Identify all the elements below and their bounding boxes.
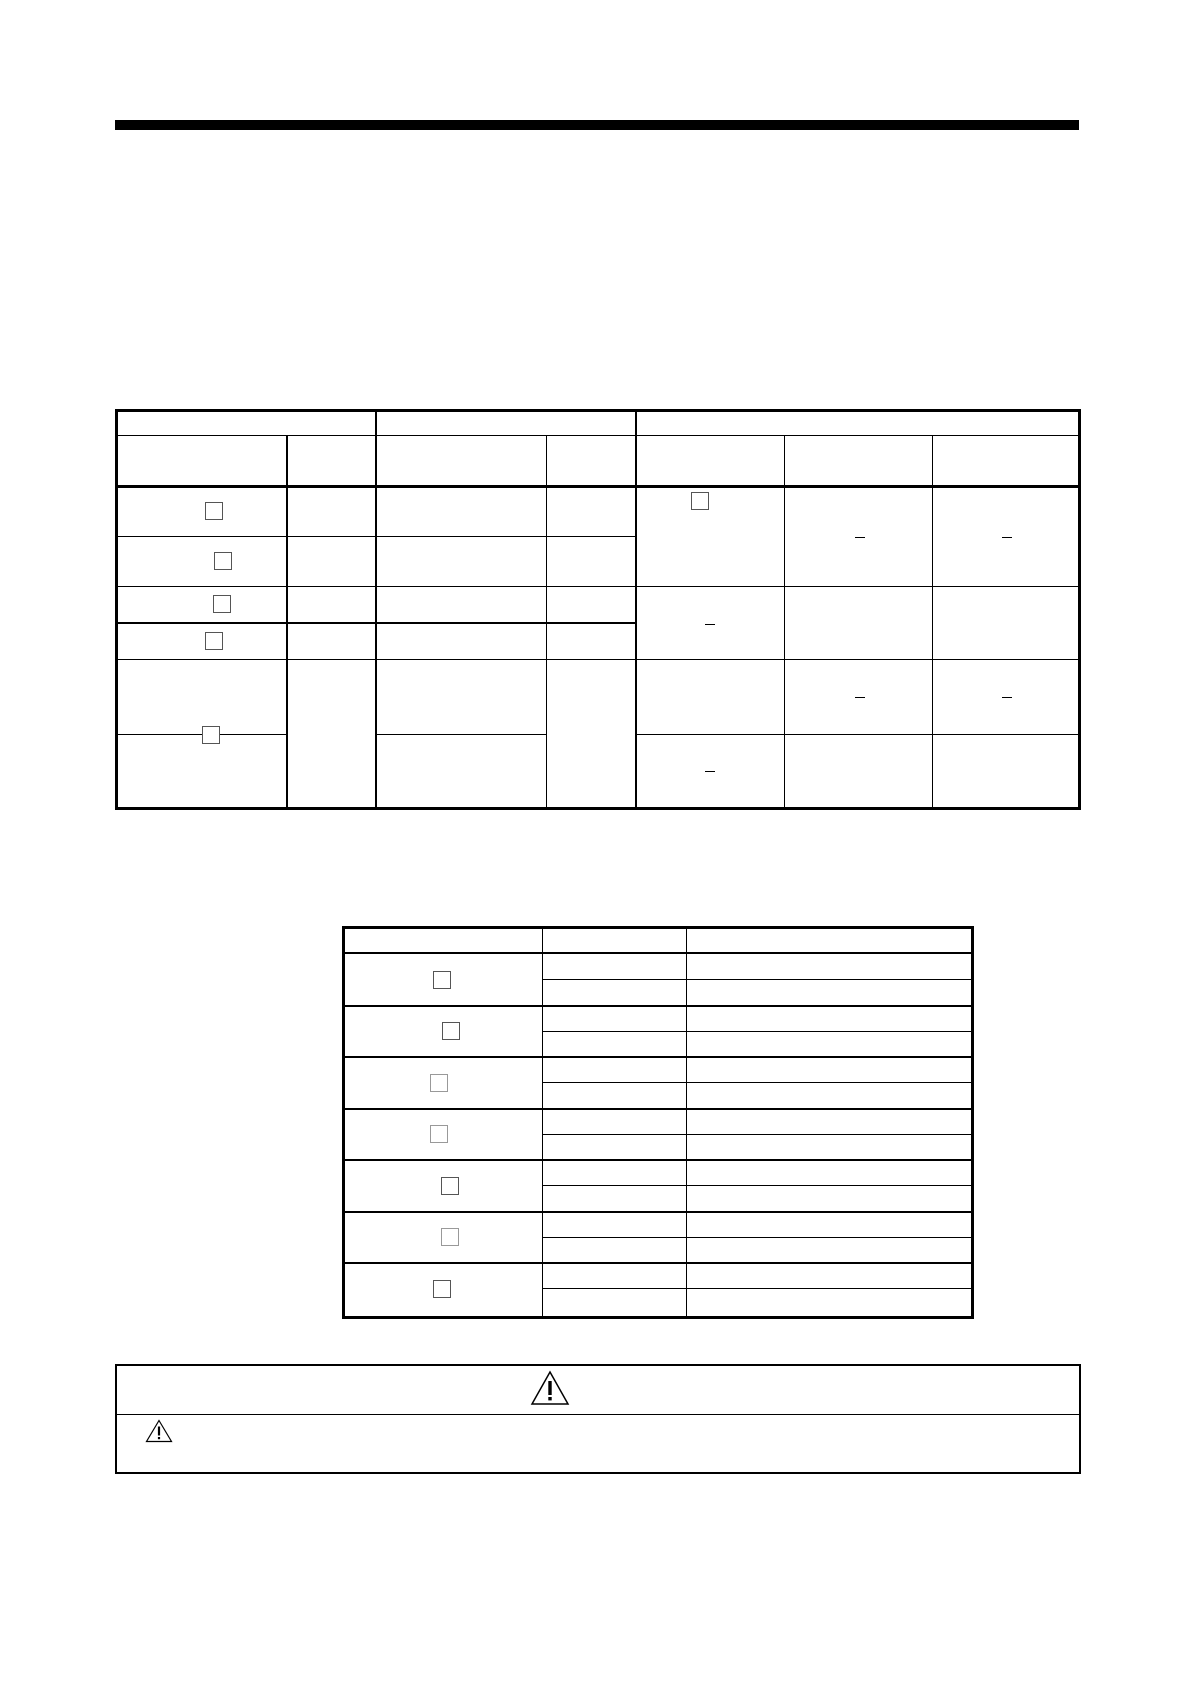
table1-row-line bbox=[375, 734, 546, 735]
table2-border-bottom bbox=[342, 1316, 974, 1319]
table2-group-line bbox=[342, 1211, 974, 1213]
empty-square-icon bbox=[433, 971, 451, 989]
empty-square-icon bbox=[205, 632, 223, 650]
empty-square-icon bbox=[430, 1125, 448, 1143]
dash-icon bbox=[1002, 537, 1012, 538]
dash-icon bbox=[855, 537, 865, 538]
table1-row-line bbox=[115, 622, 635, 624]
table2-group-line bbox=[342, 1005, 974, 1007]
table2-group-line bbox=[342, 1159, 974, 1161]
dash-icon bbox=[705, 624, 715, 625]
empty-square-icon bbox=[202, 726, 220, 744]
caution-divider bbox=[117, 1414, 1079, 1415]
empty-square-icon bbox=[205, 502, 223, 520]
table1-row-line bbox=[115, 536, 635, 537]
table1-border-right bbox=[1078, 409, 1081, 810]
empty-square-icon bbox=[213, 595, 231, 613]
table2-border-top bbox=[342, 926, 974, 929]
table1-row-line bbox=[115, 734, 286, 735]
table1-border-left bbox=[115, 409, 118, 810]
empty-square-icon bbox=[214, 552, 232, 570]
table2-vline bbox=[686, 926, 687, 1319]
table1-vline bbox=[784, 435, 785, 810]
table2-subrow-line bbox=[542, 979, 974, 980]
table2-subrow-line bbox=[542, 1031, 974, 1032]
empty-square-icon bbox=[441, 1177, 459, 1195]
empty-square-icon bbox=[441, 1228, 459, 1246]
table2-group-line bbox=[342, 1108, 974, 1110]
empty-square-icon bbox=[442, 1022, 460, 1040]
table1-vline bbox=[932, 435, 933, 810]
table2-group-line bbox=[342, 1056, 974, 1058]
table1-row-line bbox=[115, 586, 1081, 587]
dash-icon bbox=[705, 771, 715, 772]
caution-box bbox=[115, 1364, 1081, 1474]
table2-subrow-line bbox=[542, 1134, 974, 1135]
table1-vline bbox=[635, 409, 637, 810]
table2-subrow-line bbox=[542, 1237, 974, 1238]
warning-triangle-icon bbox=[530, 1370, 570, 1406]
warning-triangle-icon bbox=[145, 1419, 173, 1443]
table1-border-top bbox=[115, 409, 1081, 412]
empty-square-icon bbox=[691, 492, 709, 510]
empty-square-icon bbox=[433, 1280, 451, 1298]
table1-vline bbox=[375, 409, 377, 810]
table2-border-left bbox=[342, 926, 345, 1319]
table2-header-bottom bbox=[342, 952, 974, 954]
table2-subrow-line bbox=[542, 1082, 974, 1083]
empty-square-icon bbox=[430, 1074, 448, 1092]
table2-border-right bbox=[971, 926, 974, 1319]
dash-icon bbox=[1002, 697, 1012, 698]
table2-subrow-line bbox=[542, 1185, 974, 1186]
table1-header-bottom bbox=[115, 485, 1081, 488]
table2-subrow-line bbox=[542, 1288, 974, 1289]
dash-icon bbox=[855, 697, 865, 698]
table1-row-line bbox=[635, 734, 1081, 735]
header-rule bbox=[115, 120, 1079, 130]
table1-header-divider bbox=[115, 435, 1081, 436]
table2-vline bbox=[542, 926, 543, 1319]
table1-border-bottom bbox=[115, 807, 1081, 810]
table1-row-line bbox=[115, 659, 1081, 660]
table2-group-line bbox=[342, 1262, 974, 1264]
